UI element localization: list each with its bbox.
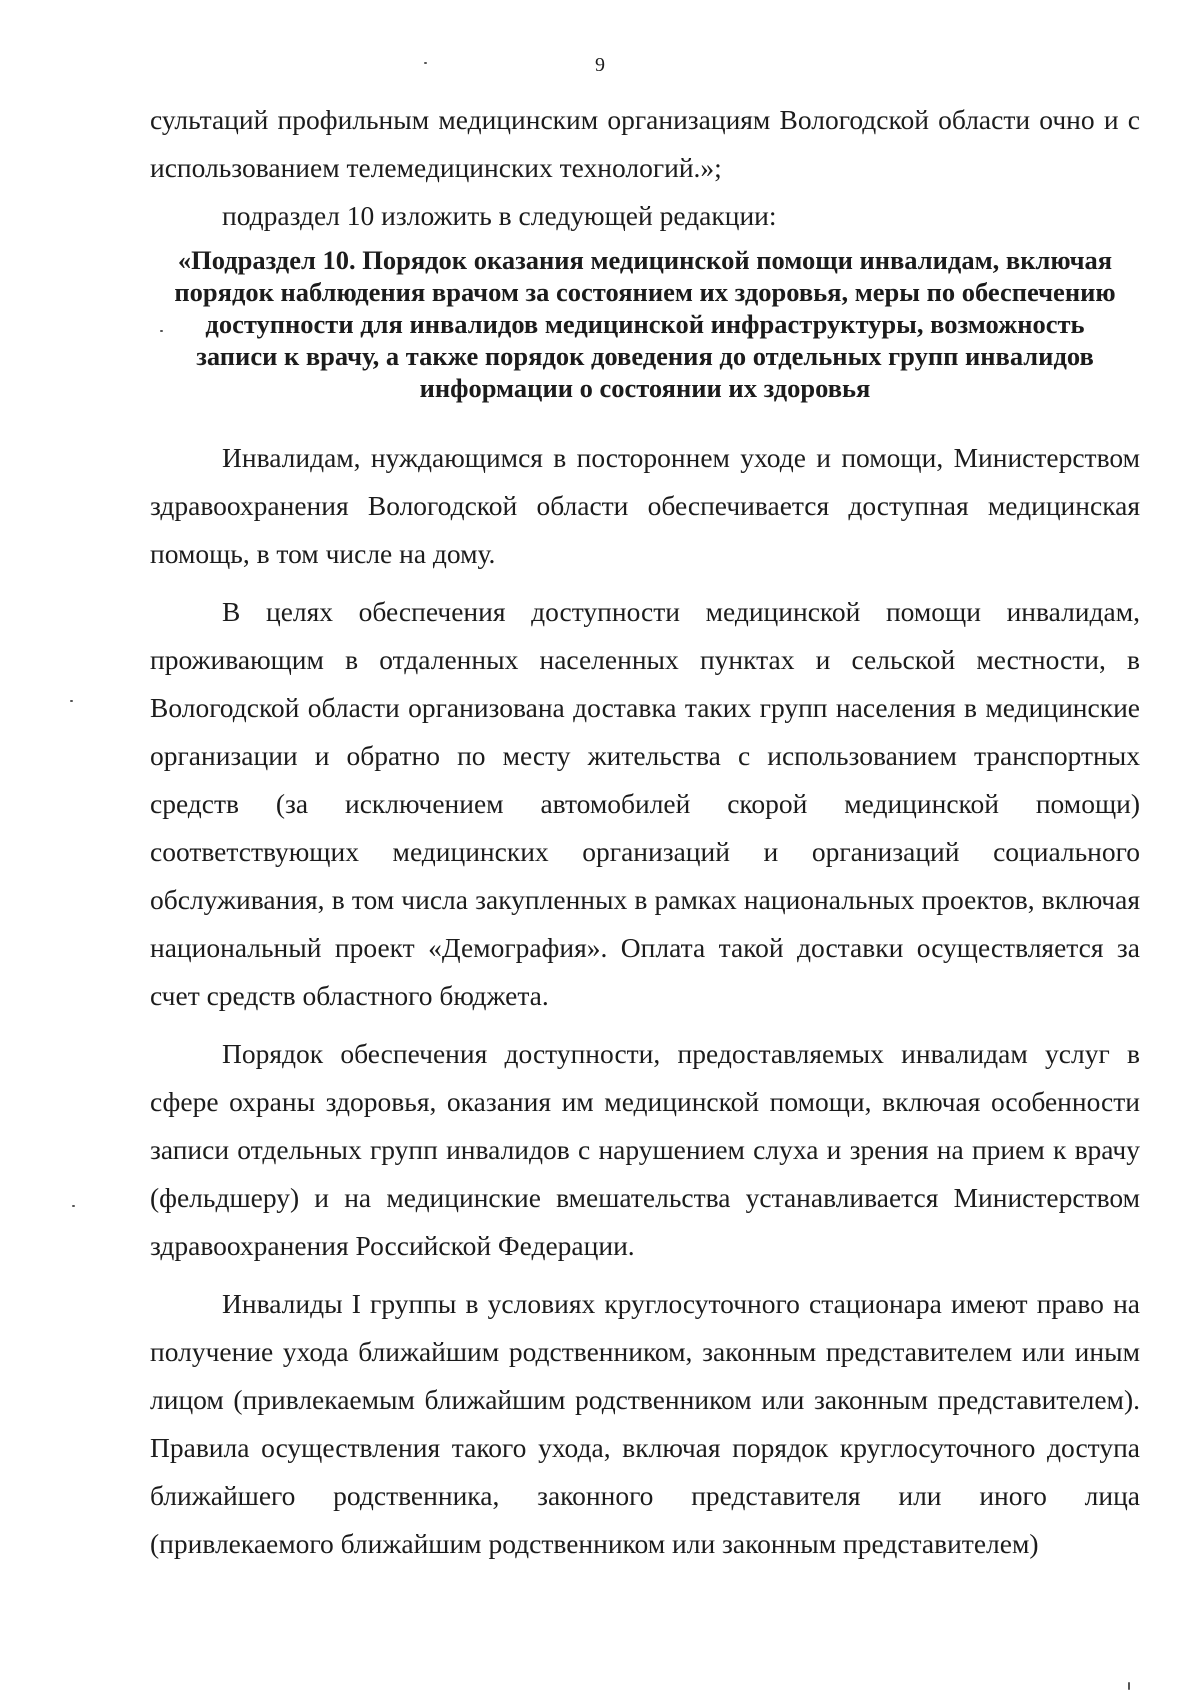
scan-speck bbox=[72, 1205, 75, 1207]
continuation-paragraph: сультаций профильным медицинским организациям Вологодской области очно и с использованием телемедицинских технологий.»; bbox=[150, 104, 1140, 183]
document-body bbox=[150, 96, 1140, 1568]
body-paragraph-4: Инвалиды I группы в условиях круглосуточного стационара имеют право на получение ухода ближайшим родственником, законным представителем или иным лицом (привлекаемым ближайшим родственником или законным представителем). Правила осуществления такого ухода, включая порядок круглосуточного доступа ближайшего родственника, законного представителя или иного лица (привлекаемого ближайшим родственником или законным представителем) bbox=[150, 1288, 1140, 1559]
page-number: 9 bbox=[595, 54, 605, 76]
scan-speck bbox=[70, 700, 73, 702]
section-heading: «Подраздел 10. Порядок оказания медицинской помощи инвалидам, включая порядок наблюдения врачом за состоянием их здоровья, меры по обеспечению доступности для инвалидов медицинской инфраструктуры, возможность записи к врачу, а также порядок доведения до отдельных групп инвалидов информации о состоянии их здоровья bbox=[174, 245, 1116, 403]
body-paragraph-2: В целях обеспечения доступности медицинской помощи инвалидам, проживающим в отдаленных населенных пунктах и сельской местности, в Вологодской области организована доставка таких групп населения в медицинские организации и обратно по месту жительства с использованием транспортных средств (за исключением автомобилей скорой медицинской помощи) соответствующих медицинских организаций и организаций социального обслуживания, в том числа закупленных в рамках национальных проектов, включая национальный проект «Демография». Оплата такой доставки осуществляется за счет средств областного бюджета. bbox=[150, 596, 1140, 1011]
scan-speck bbox=[1128, 1682, 1130, 1690]
scan-speck bbox=[160, 330, 163, 332]
scan-speck bbox=[424, 62, 427, 64]
body-paragraph-1: Инвалидам, нуждающимся в постороннем уходе и помощи, Министерством здравоохранения Вологодской области обеспечивается доступная медицинская помощь, в том числе на дому. bbox=[150, 442, 1140, 569]
instruction-paragraph: подраздел 10 изложить в следующей редакции: bbox=[222, 200, 777, 231]
body-paragraph-3: Порядок обеспечения доступности, предоставляемых инвалидам услуг в сфере охраны здоровья, оказания им медицинской помощи, включая особенности записи отдельных групп инвалидов с нарушением слуха и зрения на прием к врачу (фельдшеру) и на медицинские вмешательства устанавливается Министерством здравоохранения Российской Федерации. bbox=[150, 1038, 1140, 1261]
